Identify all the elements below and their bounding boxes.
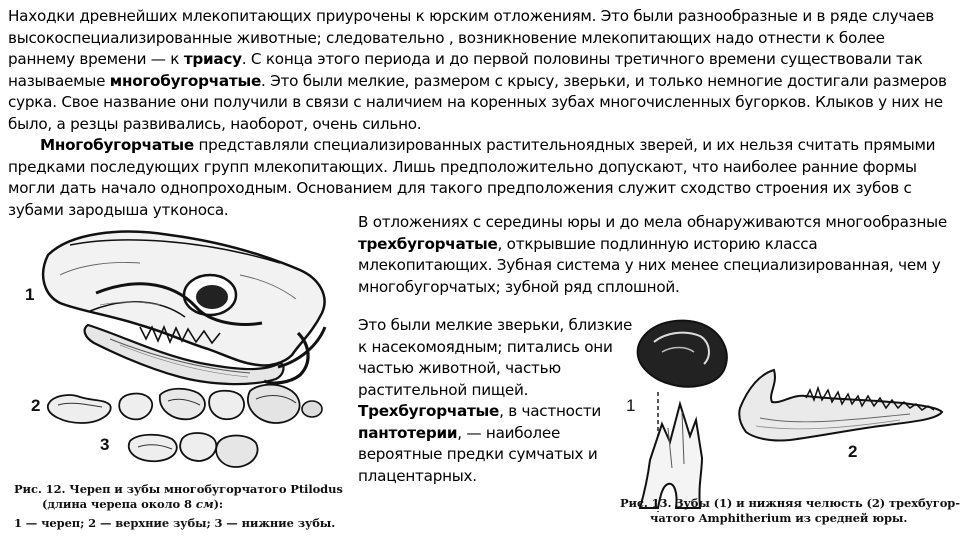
fig12-label-3: 3 [100, 435, 110, 454]
fig13-label-2: 2 [848, 442, 858, 461]
term-multituberculates: многобугорчатые [109, 71, 261, 90]
triconodont-paragraph [358, 212, 953, 298]
term-multituberculates-2: Многобугорчатые [40, 136, 194, 154]
fig13-caption-line-1: Рис. 13. Зубы (1) и нижняя челюсть (2) трехбугор- [620, 496, 960, 510]
intro-p2-text-b: представляли специализированных растительноядных зверей, и их нельзя считать прямыми предками последующих групп млекопитающих. Лишь предположительно допускают, что наиболее ранние формы могли дать начало однопроходным. Основанием для такого предположения служит сходство строения их зубов с зубами зародыша утконоса. [8, 136, 936, 219]
fig12-caption [14, 482, 350, 531]
figure-13 [610, 308, 960, 540]
upper-teeth-illustration [48, 385, 322, 423]
right-p2-text-e: , — наиболее вероятные предки сумчатых и плацентарных. [358, 423, 598, 485]
lower-teeth-illustration [129, 433, 258, 467]
term-trituberculates-2: Трехбугорчатые [358, 402, 500, 420]
intro-text [8, 6, 953, 221]
term-trituberculates: трехбугорчатые [358, 234, 498, 253]
pantothere-paragraph [358, 315, 638, 487]
intro-paragraph-1 [8, 6, 953, 135]
fig12-caption-line-3: 1 — череп; 2 — верхние зубы; 3 — нижние зубы. [14, 516, 336, 530]
term-triassic: триасу [183, 50, 242, 68]
fig13-caption-line-2: чатого Amphitherium из средней юры. [650, 511, 908, 525]
figure-12 [0, 215, 350, 540]
term-pantotheria: пантотерии [358, 423, 458, 442]
intro-p1-text-a: Находки древнейших млекопитающих приурочены к юрским отложениям. Это были разнообразные и в ряде случаев высокоспециализированные животные; следовательно , возникновение млекопитающих надо отнести к более раннему времени — к [8, 7, 934, 68]
fig13-caption [620, 496, 960, 526]
fig13-label-1: 1 [626, 396, 636, 415]
intro-p1-text-c: . С конца этого периода и до первой половины третичного времени существовали так называемые [8, 50, 923, 90]
right-p1-text-a: В отложениях с середины юры и до мела обнаруживаются многообразные [358, 213, 948, 231]
right-p2-text-c: , в частности [499, 402, 602, 420]
fig12-caption-line-2: (длина черепа около 8 см): [42, 497, 224, 511]
intro-p1-text-e: . Это были мелкие, размером с крысу, зверьки, и только немногие достигали размеров сурка. Свое название они получили в связи с наличием на коренных зубах многочисленных бугорков. Клыков у них не было, а резцы развивались, наоборот, очень сильно. [8, 71, 947, 133]
fig12-caption-line-1: Рис. 12. Череп и зубы многобугорчатого Ptilodus [14, 482, 343, 496]
right-p1-text-c: , открывшие подлинную историю класса млекопитающих. Зубная система у них менее специализированная, чем у многобугорчатых; зубной ряд сплошной. [358, 234, 941, 296]
fig12-label-1: 1 [25, 285, 35, 304]
intro-paragraph-2 [8, 135, 953, 221]
fig12-label-2: 2 [31, 396, 41, 415]
right-p2-text-a: Это были мелкие зверьки, близкие к насекомоядным; питались они частью животной, частью растительной пищей. [358, 316, 633, 399]
